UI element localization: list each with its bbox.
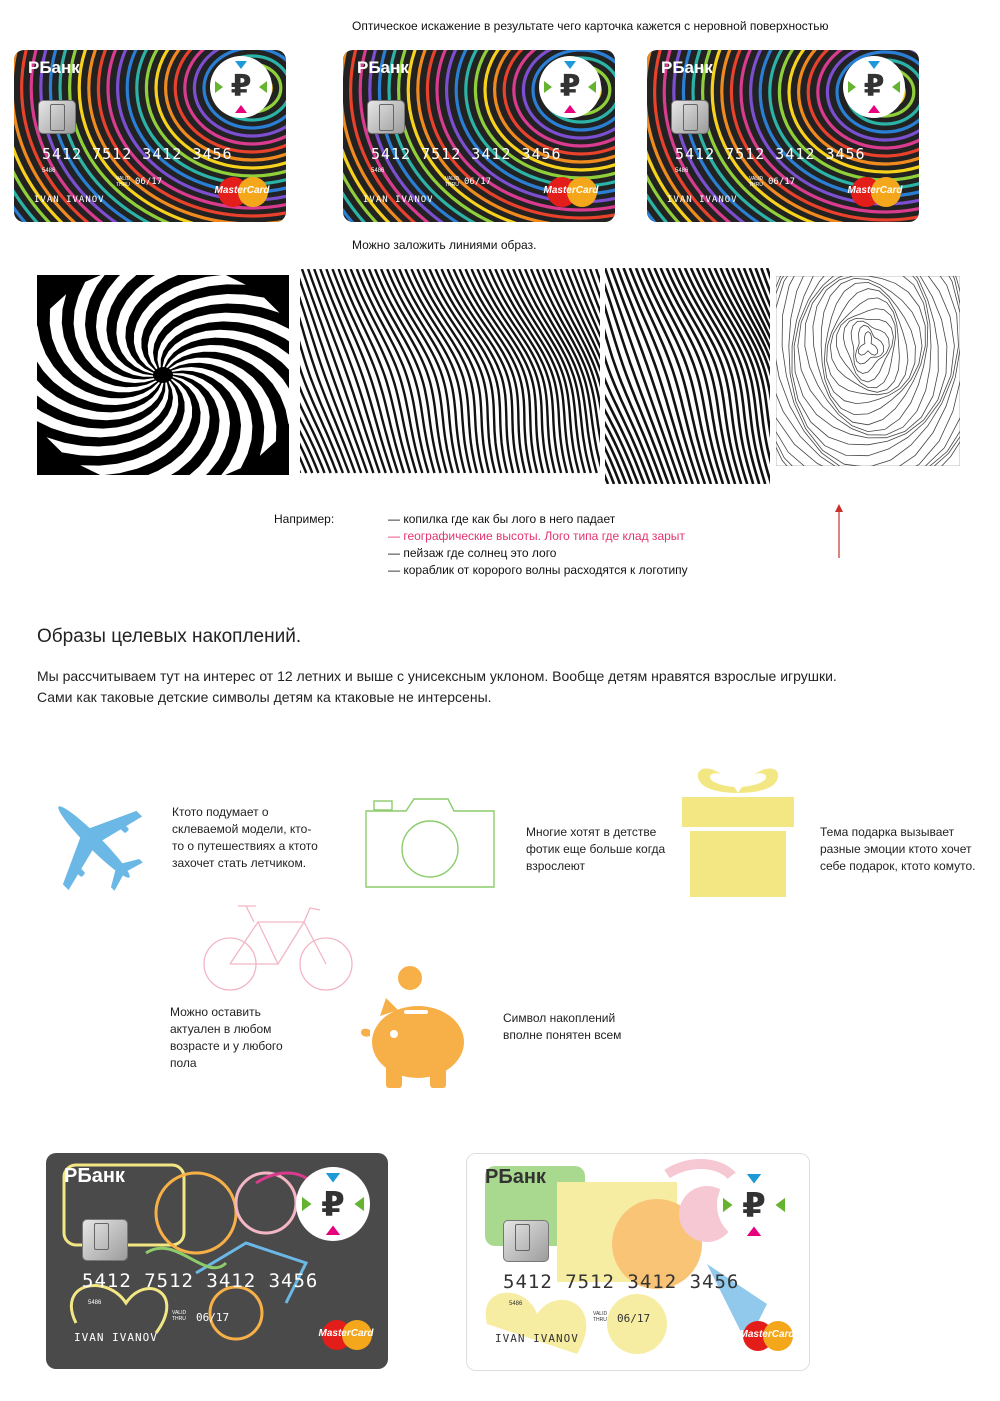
card-logo [210,56,272,118]
valid-label-1: VALID [445,176,460,182]
mastercard-text: MasterCard [739,1329,795,1340]
piggy-bank-icon [358,964,470,1090]
card-chip [82,1219,128,1261]
piggy-description: Символ накоплений вполне понятен всем [503,1011,622,1042]
valid-label-1: VALID [593,1311,608,1317]
card-valid-label [445,176,459,188]
ruble-symbol: ₽ [742,1186,766,1226]
bicycle-description: Можно оставить актуален в любом возрасте и у любого пола [170,1005,283,1070]
card-chip [503,1220,549,1262]
op-art-portrait-lines-image [605,268,770,484]
card-expiry: 06/17 [135,177,163,187]
example-item: — кораблик от коророго волны расходятся к логотипу [388,563,688,577]
ruble-symbol: ₽ [863,69,885,104]
mastercard-logo [212,174,272,210]
gift-description: Тема подарка вызывает разные эмоции ктото хочет себе подарок, ктото комуто. [820,825,976,873]
card-logo [717,1168,791,1242]
mastercard-logo [316,1317,376,1353]
valid-label-1: VALID [172,1310,187,1316]
card-bank-name: РБанк [485,1166,546,1188]
valid-label-2: THRU [445,182,459,188]
op-art-face-lines-image [300,269,600,477]
mastercard-text: MasterCard [847,185,903,196]
card-number: 5412 7512 3412 3456 [675,145,866,163]
page-title: Оптическое искажение в результате чего карточка кажется с неровной поверхностью [352,19,829,33]
ruble-symbol: ₽ [559,69,581,104]
card-bank-name: РБанк [661,58,713,77]
card-expiry: 06/17 [196,1311,230,1324]
mastercard-text: MasterCard [214,185,270,196]
mastercard-text: MasterCard [318,1328,374,1339]
card-bank-name: РБанк [64,1165,125,1187]
section-paragraph-2: Сами как таковые детские символы детям ка ктаковые не интерсены. [37,689,492,705]
arrow-up-icon [832,502,846,560]
ruble-symbol: ₽ [321,1185,345,1225]
examples-label: Например: [274,512,335,526]
card-bank-name: РБанк [28,58,80,77]
mastercard-logo [737,1318,797,1354]
card-number: 5412 7512 3412 3456 [82,1270,319,1292]
example-item: — копилка где как бы лого в него падает [388,512,616,526]
section-paragraph-1: Мы рассчитываем тут на интерес от 12 летних и выше с унисексным уклоном. Вообще детям нравятся взрослые игрушки. [37,668,837,684]
card-chip [671,100,709,134]
topographic-map-image [776,276,960,466]
dark-card [46,1153,388,1369]
mastercard-logo [845,174,905,210]
airplane-icon [38,788,150,896]
card-valid-label [116,176,130,188]
card-holder-name: IVAN IVANOV [34,195,105,205]
card-chip [38,100,76,134]
card-bank-name: РБанк [357,58,409,77]
light-card [466,1153,810,1371]
section-heading: Образы целевых накоплений. [37,626,302,647]
camera-icon [362,793,498,891]
psychedelic-card [343,50,615,222]
card-holder-name: IVAN IVANOV [495,1332,579,1345]
valid-label-2: THRU [172,1316,186,1322]
card-logo [539,56,601,118]
ruble-symbol: ₽ [230,69,252,104]
card-chip [367,100,405,134]
card-small-code: 5486 [42,168,56,174]
camera-description: Многие хотят в детстве фотик еще больше когда взрослеют [526,825,666,873]
bicycle-icon [200,900,360,1000]
card-small-code: 5486 [509,1301,523,1307]
psychedelic-card [14,50,286,222]
gift-icon [682,763,794,898]
card-holder-name: IVAN IVANOV [74,1331,158,1344]
card-logo [843,56,905,118]
card-valid-label [593,1311,607,1323]
example-item: — пейзаж где солнец это лого [388,546,557,560]
card-valid-label [749,176,763,188]
card-expiry: 06/17 [617,1312,651,1325]
example-item-highlight: — географические высоты. Лого типа где клад зарыт [388,529,685,543]
card-expiry: 06/17 [768,177,796,187]
valid-label-2: THRU [593,1317,607,1323]
valid-label-2: THRU [749,182,763,188]
examples-list [388,512,688,580]
lines-caption: Можно заложить линиями образ. [352,238,537,252]
card-logo [296,1167,370,1241]
plane-description: Ктото подумает о склеваемой модели, кто-то о путешествиях а ктото захочет стать летчиком. [172,805,318,870]
psychedelic-card [647,50,919,222]
card-expiry: 06/17 [464,177,492,187]
card-holder-name: IVAN IVANOV [363,195,434,205]
card-valid-label [172,1310,186,1322]
mastercard-text: MasterCard [543,185,599,196]
card-number: 5412 7512 3412 3456 [371,145,562,163]
card-small-code: 5486 [675,168,689,174]
card-small-code: 5486 [371,168,385,174]
card-small-code: 5486 [88,1300,102,1306]
mastercard-logo [541,174,601,210]
op-art-spiral-image [37,275,289,475]
card-holder-name: IVAN IVANOV [667,195,738,205]
valid-label-1: VALID [116,176,131,182]
card-number: 5412 7512 3412 3456 [42,145,233,163]
valid-label-2: THRU [116,182,130,188]
card-number: 5412 7512 3412 3456 [503,1271,740,1293]
valid-label-1: VALID [749,176,764,182]
